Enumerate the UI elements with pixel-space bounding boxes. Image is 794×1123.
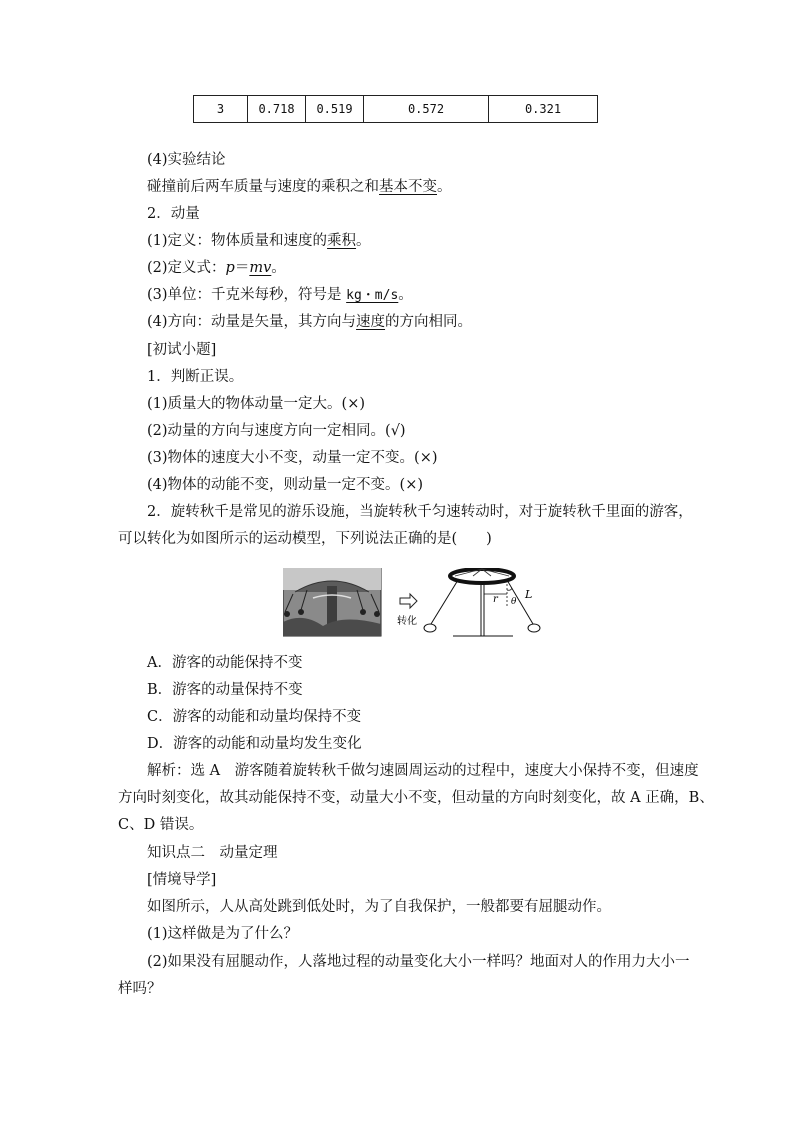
conclusion-heading: (4)实验结论	[147, 152, 226, 168]
momentum-unit-c: 。	[398, 287, 413, 303]
table-cell: 0.519	[306, 96, 364, 123]
momentum-formula-p: p	[225, 260, 235, 276]
option-b: B．游客的动量保持不变	[147, 682, 303, 698]
conclusion-answer: 基本不变	[379, 179, 437, 195]
option-d: D．游客的动能和动量均发生变化	[147, 736, 362, 752]
data-table	[193, 95, 598, 123]
momentum-unit-a: (3)单位：千克米每秒，符号是	[147, 287, 347, 303]
momentum-unit	[147, 285, 413, 306]
guide-heading: [情境导学]	[147, 872, 217, 888]
momentum-dir-c: 的方向相同。	[385, 314, 473, 330]
momentum-unit-answer: kg・m/s	[346, 288, 399, 303]
angle-label: θ	[511, 597, 517, 607]
guide-question-1: (1)这样做是为了什么？	[147, 926, 299, 942]
analysis-line-3: C、D 错误。	[118, 817, 204, 833]
momentum-formula-a: (2)定义式：	[147, 260, 226, 276]
transform-arrow-icon	[400, 594, 417, 608]
table-cell: 0.572	[364, 96, 489, 123]
quiz-question-2-line2: 可以转化为如图所示的运动模型，下列说法正确的是( )	[118, 531, 492, 547]
swing-ride-diagram	[283, 568, 553, 640]
length-label: L	[525, 588, 533, 601]
swing-ride-figure	[283, 568, 553, 640]
radius-label: r	[493, 594, 498, 605]
conclusion-text-c: 。	[437, 179, 452, 195]
guide-question-2-line1: (2)如果没有屈腿动作，人落地过程的动量变化大小一样吗？地面对人的作用力大小一	[147, 954, 690, 970]
option-c: C．游客的动能和动量均保持不变	[147, 709, 362, 725]
momentum-definition	[147, 231, 371, 251]
table-row	[194, 96, 598, 123]
conclusion-text	[147, 177, 452, 197]
quiz-question-1: 1．判断正误。	[147, 369, 244, 385]
momentum-def-a: (1)定义：物体质量和速度的	[147, 233, 328, 249]
option-a: A．游客的动能保持不变	[147, 655, 303, 671]
momentum-direction	[147, 312, 472, 332]
momentum-def-c: 。	[356, 233, 371, 249]
table-cell: 0.321	[489, 96, 598, 123]
section-title: 知识点二 动量定理	[147, 845, 278, 861]
judgement-2: (2)动量的方向与速度方向一定相同。(√)	[147, 423, 406, 439]
judgement-1: (1)质量大的物体动量一定大。(×)	[147, 396, 366, 412]
quiz-question-2-line1: 2．旋转秋千是常见的游乐设施，当旋转秋千匀速转动时，对于旋转秋千里面的游客，	[147, 504, 693, 520]
guide-question-2-line2: 样吗？	[118, 981, 162, 997]
swing-model	[424, 569, 540, 636]
judgement-3: (3)物体的速度大小不变，动量一定不变。(×)	[147, 450, 438, 466]
analysis-line-2: 方向时刻变化，故其动能保持不变，动量大小不变，但动量的方向时刻变化，故 A 正确，B、	[118, 790, 714, 806]
momentum-dir-a: (4)方向：动量是矢量，其方向与	[147, 314, 357, 330]
momentum-formula	[147, 258, 286, 278]
guide-intro: 如图所示，人从高处跳到低处时，为了自我保护，一般都要有屈腿动作。	[147, 899, 611, 915]
momentum-formula-c: 。	[271, 260, 286, 276]
momentum-formula-answer: mv	[249, 260, 272, 276]
momentum-def-answer: 乘积	[327, 233, 357, 249]
table-cell: 0.718	[248, 96, 306, 123]
transform-label: 转化	[397, 616, 417, 627]
conclusion-text-a: 碰撞前后两车质量与速度的乘积之和	[147, 179, 379, 195]
table-cell: 3	[194, 96, 248, 123]
momentum-dir-answer: 速度	[356, 314, 386, 330]
momentum-heading: 2．动量	[147, 206, 200, 222]
analysis-line-1: 解析：选 A 游客随着旋转秋千做匀速圆周运动的过程中，速度大小保持不变，但速度	[147, 763, 699, 779]
quiz-heading: [初试小题]	[147, 342, 217, 358]
swing-ride-photo	[283, 568, 381, 636]
momentum-formula-eq: ＝	[234, 260, 250, 276]
judgement-4: (4)物体的动能不变，则动量一定不变。(×)	[147, 477, 424, 493]
